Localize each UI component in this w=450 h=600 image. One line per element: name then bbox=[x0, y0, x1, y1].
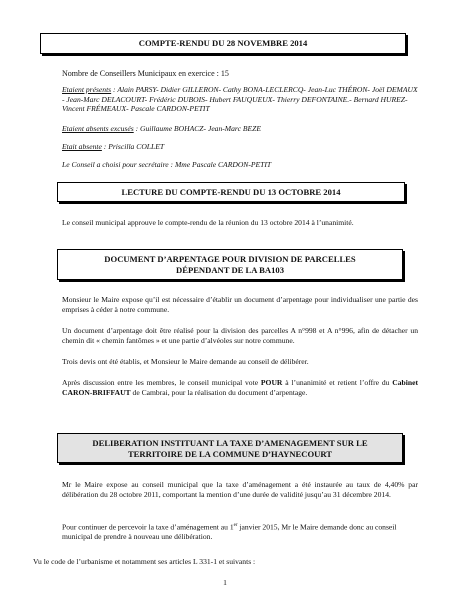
attendees-excused bbox=[62, 124, 418, 134]
vote-pour: POUR bbox=[260, 378, 283, 387]
taxe-paragraph-2 bbox=[62, 521, 418, 542]
absent-names: : Priscilla COLLET bbox=[101, 142, 165, 151]
section-lecture-title-box bbox=[57, 182, 405, 202]
secretary-line: Le Conseil a choisi pour secrétaire : Mme Pascale CARDON-PETIT bbox=[62, 160, 272, 169]
section-arpentage-title-box bbox=[57, 249, 403, 280]
taxe-paragraph-1: Mr le Maire expose au conseil municipal que la taxe d’aménagement a été instaurée au taux de 4,40% par délibération du 28 octobre 2011, comportant la mention d’une durée de validité jusqu’au 31 décembre 2014. bbox=[62, 480, 418, 499]
code-urbanisme-line: Vu le code de l’urbanisme et notamment ses articles L 331-1 et suivants : bbox=[33, 557, 256, 566]
taxe-p2-part1: Pour continuer de percevoir la taxe d’aménagement au 1 bbox=[62, 522, 234, 532]
arpentage-paragraph-2: Un document d’arpentage doit être réalisé pour la division des parcelles A n°998 et A n°996, afin de détacher un chemin dit « chemin fantômes » et une partie d’alvéoles sur notre commune. bbox=[62, 326, 418, 345]
section-taxe-title-line2: TERRITOIRE DE LA COMMUNE D’HAYNECOURT bbox=[127, 449, 333, 459]
arpentage-p4-part2: à l’unanimité et retient l’offre du bbox=[282, 378, 393, 387]
section-taxe-title-line1: DELIBERATION INSTITUANT LA TAXE D’AMENAGEMENT SUR LE bbox=[92, 438, 368, 448]
section-lecture-title: LECTURE DU COMPTE-RENDU DU 13 OCTOBRE 2014 bbox=[121, 187, 341, 197]
cabinet-name: Cabinet CARON-BRIFFAUT bbox=[62, 378, 418, 397]
attendees-present bbox=[62, 85, 418, 114]
arpentage-p4-part3: de Cambrai, pour la réalisation du document d’arpentage. bbox=[130, 387, 308, 397]
arpentage-paragraph-3: Trois devis ont été établis, et Monsieur le Maire demande au conseil de délibérer. bbox=[62, 357, 309, 366]
taxe-p2-part2: janvier 2015, Mr le Maire demande donc au conseil municipal de prendre à nouveau une délibération. bbox=[62, 522, 397, 542]
page-title: COMPTE-RENDU DU 28 NOVEMBRE 2014 bbox=[138, 38, 308, 48]
present-names: : Alain PARSY- Didier GILLERON- Cathy BONA-LECLERCQ- Jean-Luc THÉRON- Joël DEMAUX - Jean-Marc DELACOURT- Frédéric DUBOIS- Hubert FAUQUEUX- Thierry DEFONTAINE.- Bernard HUREZ- Vincent FRÉMEAUX- Pascale CARDON-PETIT bbox=[62, 85, 418, 114]
page-number: 1 bbox=[223, 578, 227, 587]
excused-label: Etaient absents excusés bbox=[62, 124, 134, 133]
arpentage-paragraph-4 bbox=[62, 378, 418, 397]
arpentage-paragraph-1: Monsieur le Maire expose qu’il est nécessaire d’établir un document d’arpentage pour individualiser une partie des emprises à céder à notre commune. bbox=[62, 295, 418, 314]
excused-names: : Guillaume BOHACZ- Jean-Marc BEZE bbox=[133, 124, 262, 133]
section-arpentage-title-line1: DOCUMENT D’ARPENTAGE POUR DIVISION DE PARCELLES bbox=[104, 254, 356, 264]
present-label: Etaient présents bbox=[62, 85, 112, 94]
title-box bbox=[40, 33, 406, 54]
absent-label: Etait absente bbox=[62, 142, 102, 151]
arpentage-p4-part1: Après discussion entre les membres, le conseil municipal vote bbox=[62, 378, 261, 387]
taxe-p2-sup: er bbox=[233, 523, 238, 528]
section-arpentage-title-line2: DÉPENDANT DE LA BA103 bbox=[176, 265, 284, 275]
section-lecture-text: Le conseil municipal approuve le compte-rendu de la réunion du 13 octobre 2014 à l’unanimité. bbox=[62, 218, 354, 227]
conseillers-count: Nombre de Conseillers Municipaux en exercice : 15 bbox=[62, 69, 229, 78]
attendee-absent bbox=[62, 142, 418, 152]
section-taxe-title-box bbox=[57, 433, 403, 463]
